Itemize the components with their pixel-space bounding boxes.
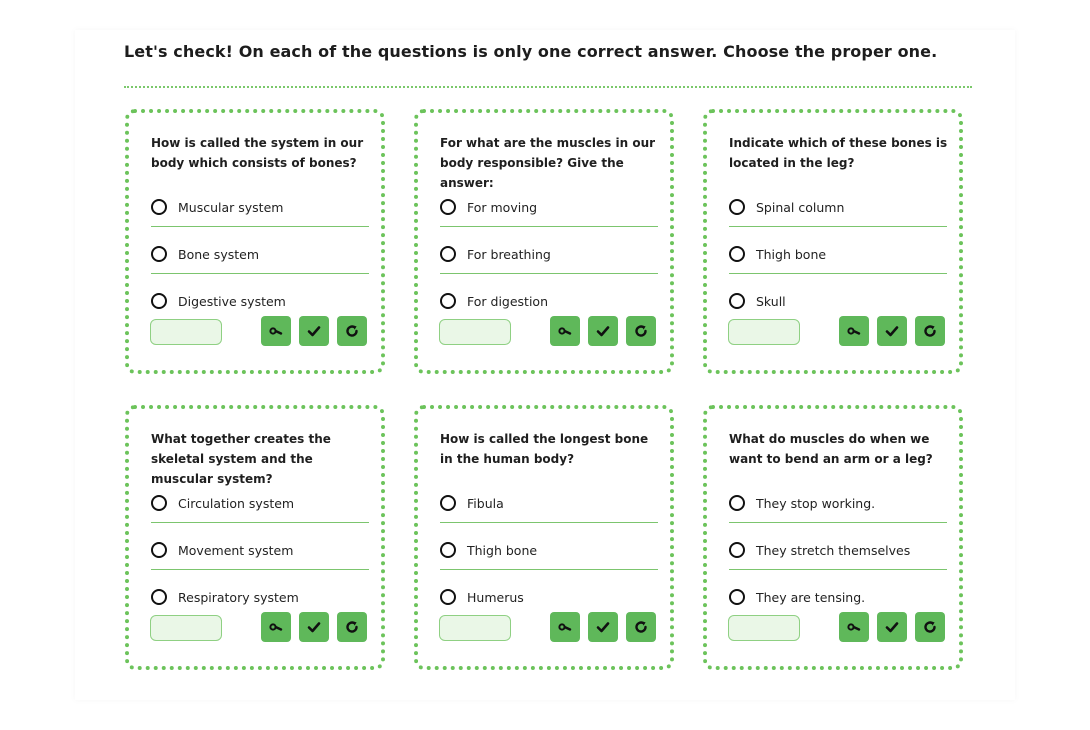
answer-option[interactable] bbox=[151, 488, 369, 518]
checkmark-icon bbox=[595, 619, 611, 635]
radio-button[interactable] bbox=[440, 199, 456, 215]
question-card bbox=[703, 405, 963, 670]
instructions-heading: Let's check! On each of the questions is only one correct answer. Choose the proper one. bbox=[124, 42, 938, 61]
answer-option-label: Thigh bone bbox=[467, 542, 538, 558]
heading-divider bbox=[124, 86, 972, 88]
radio-button[interactable] bbox=[729, 589, 745, 605]
reset-button[interactable] bbox=[915, 316, 945, 346]
question-card bbox=[414, 109, 674, 374]
answer-result-field bbox=[150, 615, 222, 641]
hint-button[interactable] bbox=[261, 612, 291, 642]
answer-option-label: For breathing bbox=[467, 246, 551, 262]
radio-button[interactable] bbox=[151, 542, 167, 558]
check-button[interactable] bbox=[877, 316, 907, 346]
hint-button[interactable] bbox=[839, 316, 869, 346]
check-button[interactable] bbox=[299, 612, 329, 642]
answer-option-label: Respiratory system bbox=[178, 589, 299, 605]
answer-option-label: They stop working. bbox=[756, 495, 876, 511]
answer-option-label: For moving bbox=[467, 199, 538, 215]
answer-option-label: Humerus bbox=[467, 589, 524, 605]
refresh-icon bbox=[344, 323, 360, 339]
key-icon bbox=[268, 619, 284, 635]
radio-button[interactable] bbox=[729, 293, 745, 309]
key-icon bbox=[268, 323, 284, 339]
answer-option[interactable] bbox=[151, 535, 369, 565]
question-card bbox=[414, 405, 674, 670]
answer-option[interactable] bbox=[151, 286, 369, 316]
key-icon bbox=[846, 323, 862, 339]
answer-option-label: Thigh bone bbox=[756, 246, 827, 262]
answer-option[interactable] bbox=[440, 488, 658, 518]
radio-button[interactable] bbox=[151, 293, 167, 309]
question-text: For what are the muscles in our body responsible? Give the answer: bbox=[440, 136, 656, 190]
radio-button[interactable] bbox=[729, 542, 745, 558]
refresh-icon bbox=[344, 619, 360, 635]
question-card bbox=[125, 405, 385, 670]
answer-option-label: Muscular system bbox=[178, 199, 284, 215]
answer-option-label: Fibula bbox=[467, 495, 504, 511]
answer-option-label: Skull bbox=[756, 293, 786, 309]
hint-button[interactable] bbox=[550, 612, 580, 642]
option-divider bbox=[440, 522, 658, 523]
answer-result-field bbox=[439, 615, 511, 641]
answer-option-label: They stretch themselves bbox=[756, 542, 911, 558]
check-button[interactable] bbox=[877, 612, 907, 642]
refresh-icon bbox=[922, 323, 938, 339]
option-divider bbox=[151, 569, 369, 570]
answer-option[interactable] bbox=[729, 535, 947, 565]
radio-button[interactable] bbox=[440, 589, 456, 605]
answer-result-field bbox=[150, 319, 222, 345]
radio-button[interactable] bbox=[729, 495, 745, 511]
option-divider bbox=[729, 569, 947, 570]
option-divider bbox=[151, 226, 369, 227]
radio-button[interactable] bbox=[440, 495, 456, 511]
checkmark-icon bbox=[595, 323, 611, 339]
option-divider bbox=[729, 522, 947, 523]
key-icon bbox=[557, 619, 573, 635]
option-divider bbox=[729, 226, 947, 227]
reset-button[interactable] bbox=[337, 316, 367, 346]
answer-option-label: Movement system bbox=[178, 542, 294, 558]
option-divider bbox=[729, 273, 947, 274]
answer-option[interactable] bbox=[151, 582, 369, 612]
answer-result-field bbox=[728, 615, 800, 641]
radio-button[interactable] bbox=[440, 293, 456, 309]
refresh-icon bbox=[633, 619, 649, 635]
radio-button[interactable] bbox=[151, 246, 167, 262]
reset-button[interactable] bbox=[915, 612, 945, 642]
check-button[interactable] bbox=[588, 316, 618, 346]
answer-option[interactable] bbox=[440, 535, 658, 565]
refresh-icon bbox=[922, 619, 938, 635]
key-icon bbox=[557, 323, 573, 339]
radio-button[interactable] bbox=[440, 542, 456, 558]
checkmark-icon bbox=[884, 619, 900, 635]
question-text: What together creates the skeletal system and the muscular system? bbox=[151, 432, 331, 486]
option-divider bbox=[440, 226, 658, 227]
question-text: How is called the longest bone in the human body? bbox=[440, 432, 649, 466]
key-icon bbox=[846, 619, 862, 635]
question-card bbox=[125, 109, 385, 374]
radio-button[interactable] bbox=[729, 246, 745, 262]
answer-option[interactable] bbox=[729, 582, 947, 612]
answer-option-label: They are tensing. bbox=[756, 589, 866, 605]
question-text: Indicate which of these bones is located in the leg? bbox=[729, 136, 948, 170]
check-button[interactable] bbox=[299, 316, 329, 346]
reset-button[interactable] bbox=[626, 612, 656, 642]
reset-button[interactable] bbox=[626, 316, 656, 346]
checkmark-icon bbox=[884, 323, 900, 339]
refresh-icon bbox=[633, 323, 649, 339]
answer-result-field bbox=[439, 319, 511, 345]
answer-option[interactable] bbox=[729, 239, 947, 269]
answer-option-label: Circulation system bbox=[178, 495, 295, 511]
option-divider bbox=[440, 569, 658, 570]
answer-option-label: Digestive system bbox=[178, 293, 286, 309]
option-divider bbox=[151, 273, 369, 274]
option-divider bbox=[440, 273, 658, 274]
answer-option[interactable] bbox=[151, 239, 369, 269]
radio-button[interactable] bbox=[151, 495, 167, 511]
radio-button[interactable] bbox=[729, 199, 745, 215]
question-text: What do muscles do when we want to bend an arm or a leg? bbox=[729, 432, 933, 466]
answer-option[interactable] bbox=[729, 488, 947, 518]
answer-option[interactable] bbox=[440, 286, 658, 316]
answer-option[interactable] bbox=[440, 582, 658, 612]
answer-option[interactable] bbox=[440, 239, 658, 269]
answer-option-label: Spinal column bbox=[756, 199, 845, 215]
answer-option[interactable] bbox=[440, 192, 658, 222]
answer-option[interactable] bbox=[729, 192, 947, 222]
hint-button[interactable] bbox=[550, 316, 580, 346]
checkmark-icon bbox=[306, 619, 322, 635]
radio-button[interactable] bbox=[151, 199, 167, 215]
question-text: How is called the system in our body which consists of bones? bbox=[151, 136, 364, 170]
radio-button[interactable] bbox=[151, 589, 167, 605]
answer-option[interactable] bbox=[729, 286, 947, 316]
option-divider bbox=[151, 522, 369, 523]
checkmark-icon bbox=[306, 323, 322, 339]
answer-result-field bbox=[728, 319, 800, 345]
answer-option-label: For digestion bbox=[467, 293, 548, 309]
hint-button[interactable] bbox=[261, 316, 291, 346]
reset-button[interactable] bbox=[337, 612, 367, 642]
answer-option-label: Bone system bbox=[178, 246, 259, 262]
hint-button[interactable] bbox=[839, 612, 869, 642]
answer-option[interactable] bbox=[151, 192, 369, 222]
radio-button[interactable] bbox=[440, 246, 456, 262]
check-button[interactable] bbox=[588, 612, 618, 642]
question-card bbox=[703, 109, 963, 374]
